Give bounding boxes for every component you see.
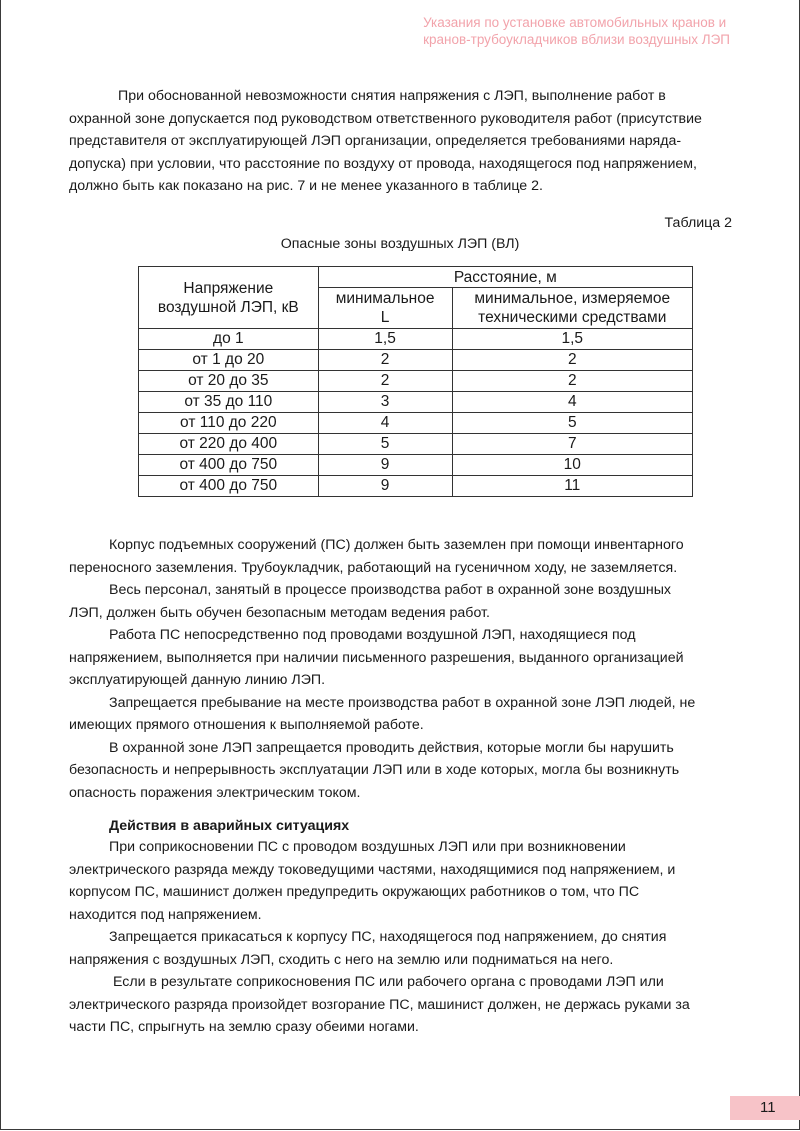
header-min	[318, 288, 452, 329]
header-voltage-line-2: воздушной ЛЭП, кВ	[157, 298, 299, 316]
emergency-p3-line-1: Если в результате соприкосновения ПС или рабочего органа с проводами ЛЭП или	[113, 974, 664, 990]
danger-zones-table	[138, 266, 693, 497]
intro-line-2: охранной зоне допускается под руководством ответственного руководителя работ (присутствие	[69, 110, 702, 127]
table-row	[139, 476, 693, 497]
table-header-row	[139, 267, 693, 288]
intro-line-1: При обоснованной невозможности снятия напряжения с ЛЭП, выполнение работ в	[118, 88, 666, 104]
body-p5-line-1: В охранной зоне ЛЭП запрещается проводить действия, которые могли бы нарушить	[109, 739, 674, 756]
emergency-p1-line-1: При соприкосновении ПС с проводом воздушных ЛЭП или при возникновении	[109, 839, 626, 855]
cell-measured: 2	[452, 350, 692, 371]
table-row	[139, 371, 693, 392]
header-voltage-line-1: Напряжение	[183, 279, 274, 297]
cell-measured: 1,5	[452, 329, 692, 350]
emergency-p2-line-2: напряжения с воздушных ЛЭП, сходить с него на землю или подниматься на него.	[69, 951, 614, 968]
cell-voltage: от 220 до 400	[139, 434, 319, 455]
cell-min: 5	[318, 434, 452, 455]
emergency-p1-line-3: корпусом ПС, машинист должен предупредить окружающих работников о том, что ПС	[69, 884, 640, 900]
header-voltage	[139, 267, 319, 329]
intro-line-5: должно быть как показано на рис. 7 и не менее указанного в таблице 2.	[69, 178, 543, 194]
intro-line-3: представителя от эксплуатирующей ЛЭП организации, определяется требованиями наряда-	[69, 133, 682, 149]
cell-min: 9	[318, 455, 452, 476]
table-row	[139, 329, 693, 350]
body-p3-line-2: напряжением, выполняется при наличии письменного разрешения, выданного организацией	[69, 649, 684, 666]
header-min-line-1: минимальное	[335, 290, 435, 307]
cell-voltage: от 400 до 750	[139, 476, 319, 497]
cell-min: 4	[318, 413, 452, 434]
cell-min: 1,5	[318, 329, 452, 350]
table-row	[139, 434, 693, 455]
intro-line-4: допуска) при условии, что расстояние по воздуху от провода, находящегося под напряжением,	[69, 155, 697, 172]
emergency-p1-line-2: электрического разряда между токоведущими частями, находящимися под напряжением, и	[69, 861, 676, 878]
cell-measured: 4	[452, 392, 692, 413]
cell-measured: 5	[452, 413, 692, 434]
running-header	[423, 14, 730, 48]
cell-voltage: от 110 до 220	[139, 413, 319, 434]
body-p3-line-3: эксплуатирующей данную линию ЛЭП.	[69, 672, 326, 688]
cell-min: 2	[318, 350, 452, 371]
intro-paragraph	[69, 85, 733, 198]
header-line-2: кранов-трубоукладчиков вблизи воздушных ЛЭП	[423, 32, 730, 47]
header-measured	[452, 288, 692, 329]
page-number-badge: 11	[730, 1096, 800, 1120]
header-distance: Расстояние, м	[318, 267, 692, 288]
body-p1-line-1: Корпус подъемных сооружений (ПС) должен быть заземлен при помощи инвентарного	[109, 537, 684, 553]
header-measured-line-1: минимальное, измеряемое	[474, 290, 671, 307]
cell-min: 2	[318, 371, 452, 392]
cell-voltage: от 20 до 35	[139, 371, 319, 392]
cell-measured: 7	[452, 434, 692, 455]
cell-voltage: от 1 до 20	[139, 350, 319, 371]
header-line-1: Указания по установке автомобильных кранов и	[423, 15, 727, 30]
body-p1-line-2: переносного заземления. Трубоукладчик, работающий на гусеничном ходу, не заземляется.	[69, 559, 678, 576]
body-p4-line-2: имеющих прямого отношения к выполняемой работе.	[69, 717, 424, 733]
body-p3-line-1: Работа ПС непосредственно под проводами воздушной ЛЭП, находящиеся под	[109, 627, 636, 643]
cell-min: 9	[318, 476, 452, 497]
emergency-paragraphs	[69, 836, 733, 1039]
table-row	[139, 413, 693, 434]
body-p4-line-1: Запрещается пребывание на месте производства работ в охранной зоне ЛЭП людей, не	[109, 694, 696, 711]
emergency-p2-line-1: Запрещается прикасаться к корпусу ПС, находящегося под напряжением, до снятия	[109, 929, 667, 945]
cell-voltage: от 35 до 110	[139, 392, 319, 413]
header-measured-line-2: техническими средствами	[478, 309, 667, 326]
emergency-p1-line-4: находится под напряжением.	[69, 906, 262, 923]
table-row	[139, 392, 693, 413]
header-min-line-2: L	[380, 309, 390, 326]
body-p5-line-3: опасность поражения электрическим током.	[69, 784, 361, 801]
body-p5-line-2: безопасность и непрерывность эксплуатации ЛЭП или в ходе которых, могла бы возникнуть	[69, 762, 680, 778]
body-p2-line-2: ЛЭП, должен быть обучен безопасным методам ведения работ.	[69, 604, 490, 621]
cell-measured: 2	[452, 371, 692, 392]
table-row	[139, 455, 693, 476]
table-row	[139, 350, 693, 371]
cell-voltage: от 400 до 750	[139, 455, 319, 476]
body-p2-line-1: Весь персонал, занятый в процессе производства работ в охранной зоне воздушных	[109, 582, 672, 598]
cell-measured: 10	[452, 455, 692, 476]
cell-min: 3	[318, 392, 452, 413]
body-paragraphs	[69, 534, 733, 804]
emergency-heading: Действия в аварийных ситуациях	[109, 818, 350, 834]
emergency-p3-line-2: электрического разряда произойдет возгорание ПС, машинист должен, не держась руками за	[69, 996, 690, 1013]
emergency-p3-line-3: части ПС, спрыгнуть на землю сразу обеими ногами.	[69, 1019, 419, 1035]
table-label: Таблица 2	[664, 215, 732, 231]
cell-voltage: до 1	[139, 329, 319, 350]
cell-measured: 11	[452, 476, 692, 497]
table-title: Опасные зоны воздушных ЛЭП (ВЛ)	[280, 236, 520, 252]
